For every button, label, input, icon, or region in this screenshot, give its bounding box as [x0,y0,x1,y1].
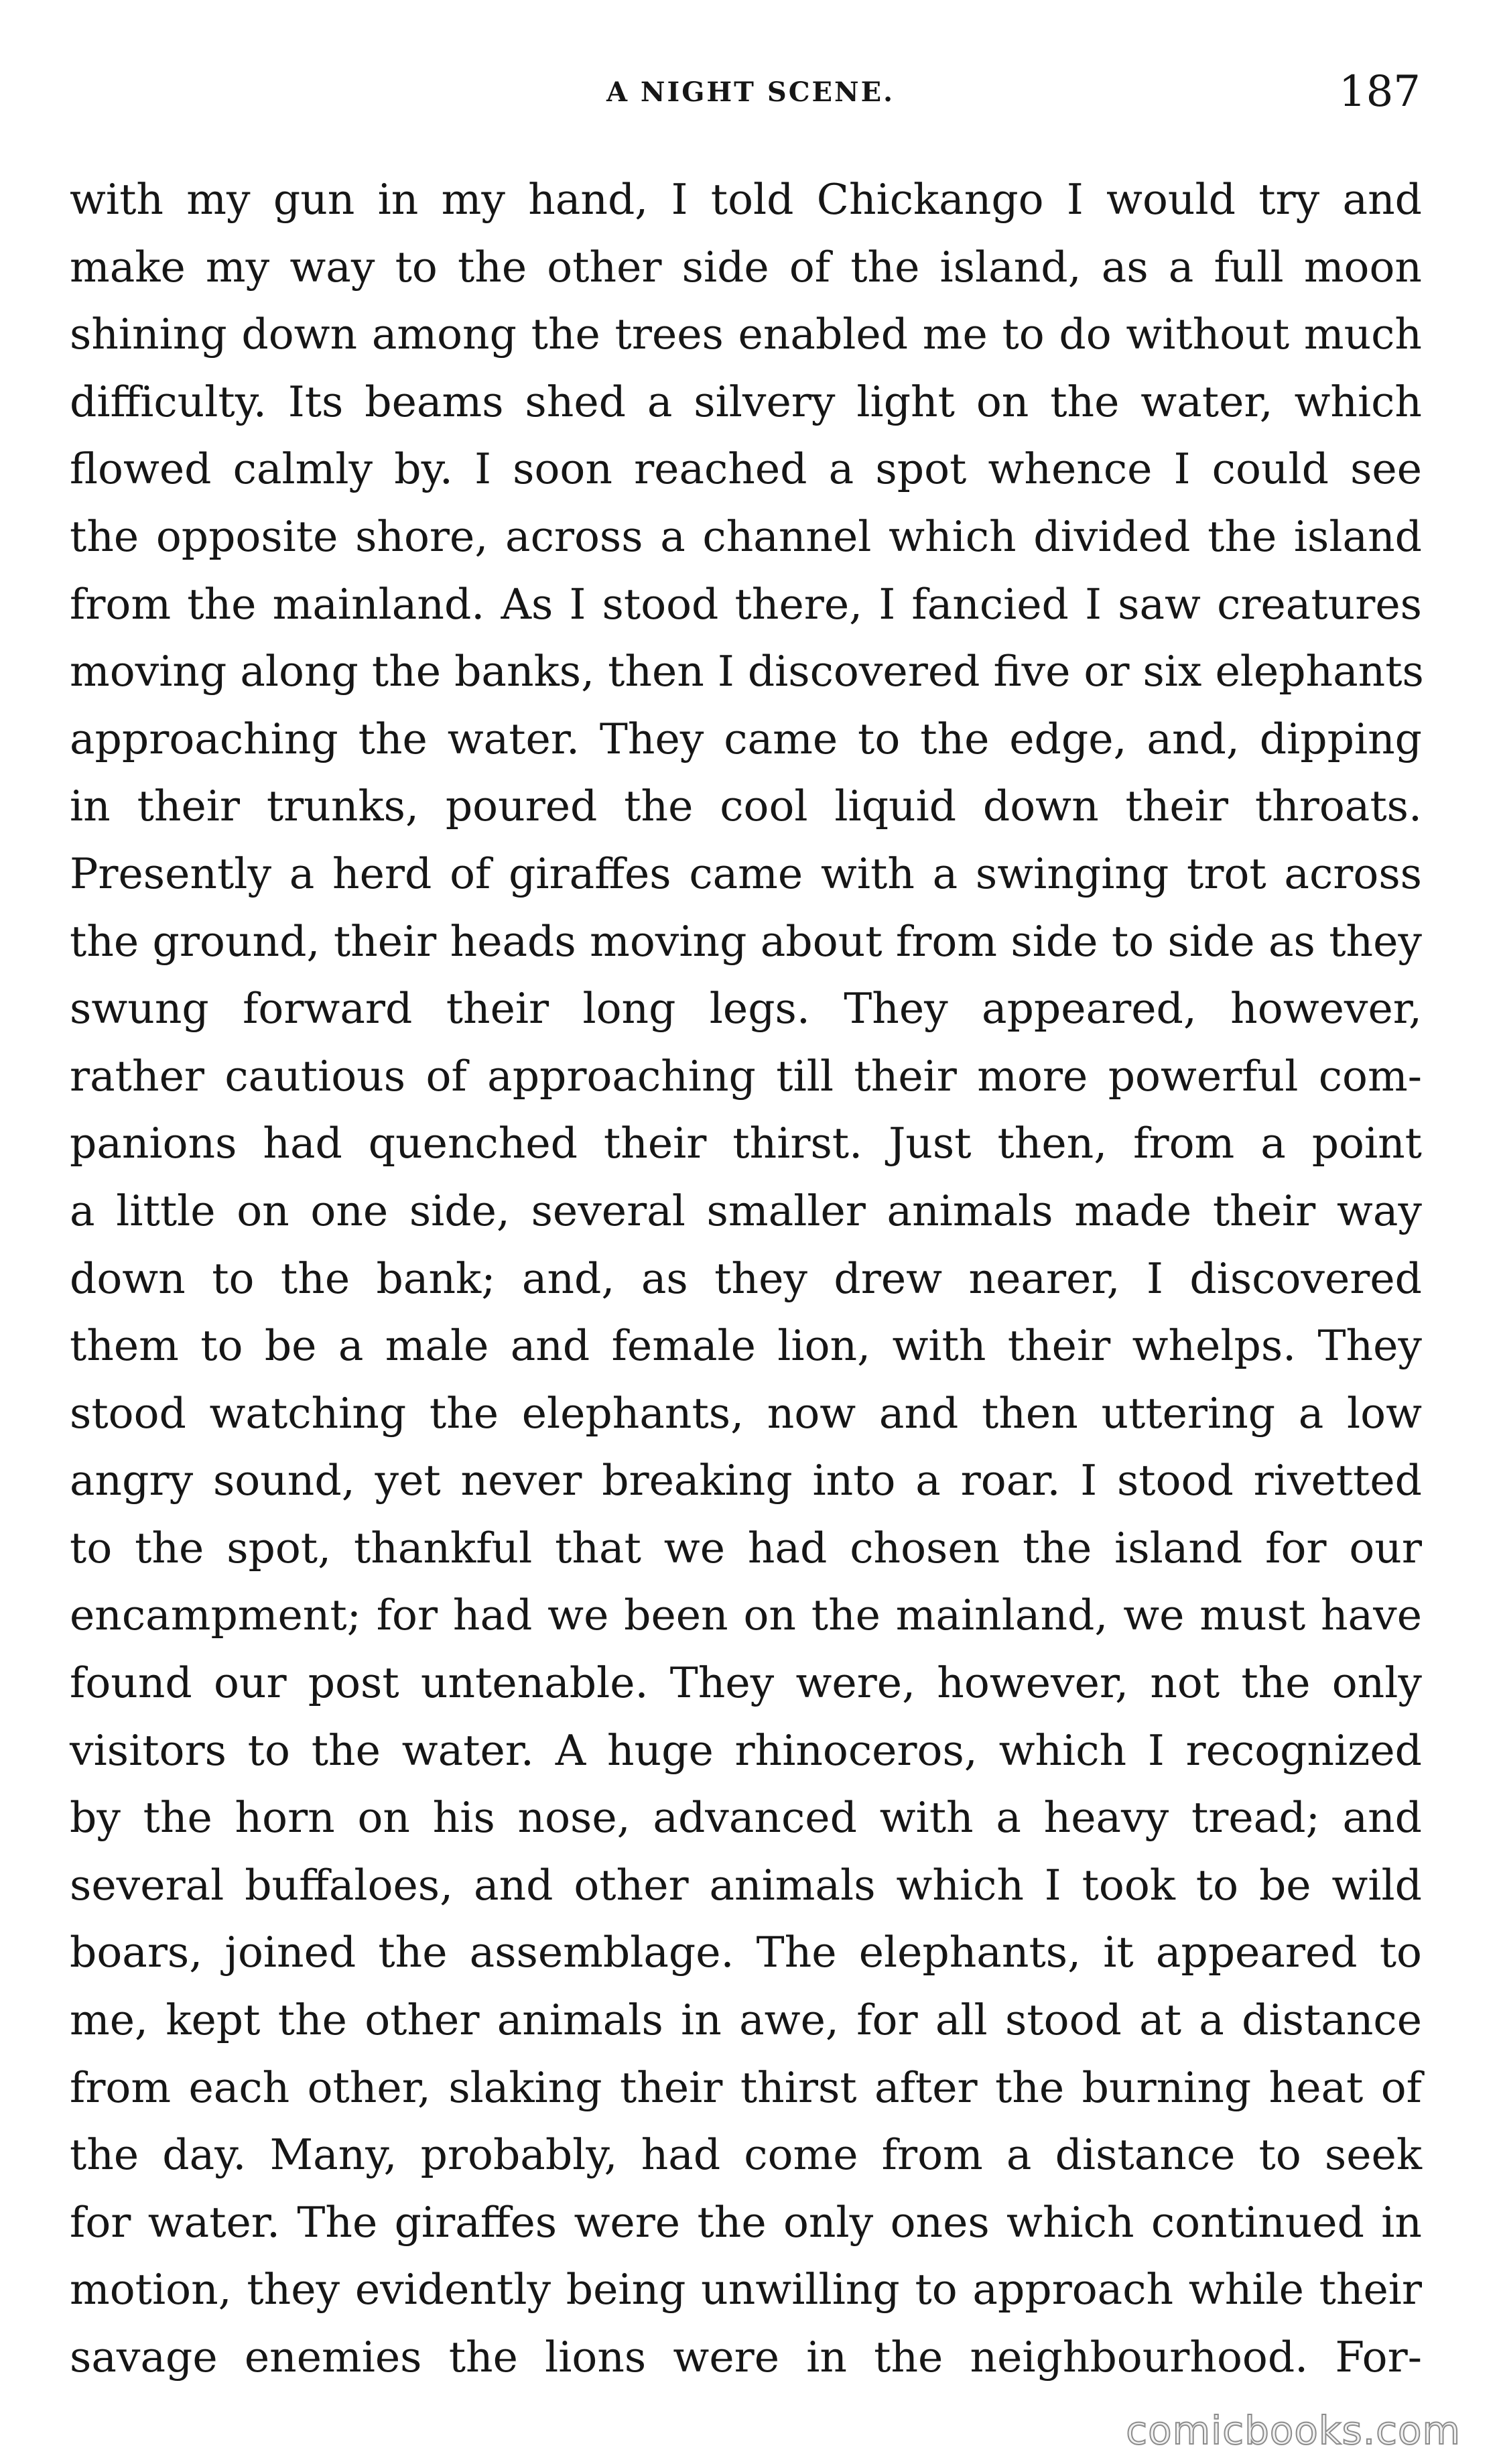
text-line: the ground, their heads moving about from side to side as they [70,916,1422,966]
text-line: with my gun in my hand, I told Chickango I would try and [70,175,1422,224]
text-line: the opposite shore, across a channel which divided the island [70,511,1422,561]
text-line: found our post untenable. They were, however, not the only [70,1658,1422,1708]
text-line: moving along the banks, then I discovered five or six elephants [70,647,1424,696]
text-line: savage enemies the lions were in the neighbourhood. For- [70,2333,1422,2382]
text-line: the day. Many, probably, had come from a distance to seek [70,2130,1422,2180]
text-line: to the spot, thankful that we had chosen the island for our [70,1523,1422,1573]
text-line: several buffaloes, and other animals which I took to be wild [70,1860,1422,1910]
running-title: A NIGHT SCENE. [606,76,895,108]
text-line: angry sound, yet never breaking into a roar. I stood rivetted [70,1456,1422,1505]
text-line: encampment; for had we been on the mainland, we must have [70,1591,1422,1640]
text-line: panions had quenched their thirst. Just then, from a point [70,1119,1422,1168]
text-line: make my way to the other side of the island, as a full moon [70,242,1422,292]
text-line: difficulty. Its beams shed a silvery light on the water, which [70,377,1422,426]
text-line: approaching the water. They came to the edge, and, dipping [70,714,1422,763]
text-line: from each other, slaking their thirst after the burning heat of [70,2062,1422,2112]
text-line: swung forward their long legs. They appeared, however, [70,984,1422,1034]
text-line: for water. The giraffes were the only ones which continued in [70,2197,1422,2247]
text-line: motion, they evidently being unwilling to approach while their [70,2265,1422,2315]
text-line: by the horn on his nose, advanced with a heavy tread; and [70,1793,1422,1843]
text-line: rather cautious of approaching till their more powerful com- [70,1051,1422,1101]
text-line: Presently a herd of giraffes came with a swinging trot across [70,849,1422,898]
text-line: shining down among the trees enabled me to do without much [70,310,1422,359]
text-line: boars, joined the assemblage. The elephants, it appeared to [70,1928,1422,1977]
body-text [70,166,1422,2392]
text-line: me, kept the other animals in awe, for all stood at a distance [70,1995,1422,2045]
page-number: 187 [1338,67,1421,117]
running-head [0,67,1501,117]
text-line: a little on one side, several smaller animals made their way [70,1186,1422,1235]
text-line: stood watching the elephants, now and then uttering a low [70,1388,1422,1438]
text-line: them to be a male and female lion, with their whelps. They [70,1321,1422,1371]
text-line: flowed calmly by. I soon reached a spot whence I could see [70,444,1422,494]
text-line: in their trunks, poured the cool liquid down their throats. [70,782,1422,831]
text-line: visitors to the water. A huge rhinoceros, which I recognized [70,1725,1422,1775]
text-line: from the mainland. As I stood there, I fancied I saw creatures [70,579,1422,629]
watermark: comicbooks.com [1126,2408,1461,2453]
text-line: down to the bank; and, as they drew nearer, I discovered [70,1253,1422,1303]
